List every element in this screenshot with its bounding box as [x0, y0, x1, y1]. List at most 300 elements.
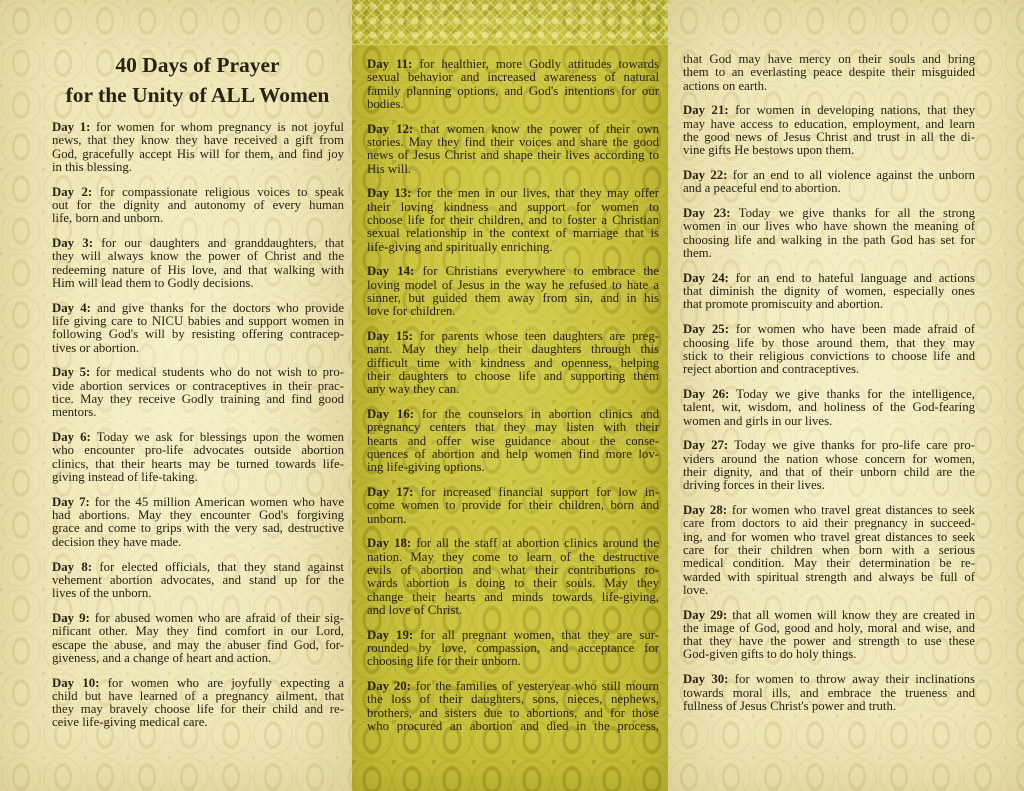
entry-line: [367, 577, 659, 590]
entry-line: [367, 591, 659, 604]
entry-line: [683, 337, 975, 350]
entry-line: [367, 448, 659, 461]
prayer-entry: [52, 496, 344, 549]
entry-line: [683, 479, 975, 492]
line-text: family planning options, and God's intentions for our: [367, 83, 659, 98]
entry-line: [367, 564, 659, 577]
title-line-2: for the Unity of ALL Women: [65, 83, 330, 107]
line-text: for an end to hateful language and actions: [735, 270, 975, 285]
day-label: Day 27:: [683, 438, 729, 453]
line-text: difficult time with kindness and openness, helping: [367, 355, 659, 370]
line-text: for all the staff at abortion clinics around the: [416, 536, 659, 551]
line-text: redeeming nature of His love, and that walking with: [52, 262, 344, 277]
prayer-entry: [683, 439, 975, 492]
prayer-entry: [683, 673, 975, 713]
prayer-entry: [683, 272, 975, 312]
prayer-entry: [52, 561, 344, 601]
line-text: bodies.: [367, 96, 404, 111]
line-text: for the counselors in abortion clinics and: [421, 407, 660, 422]
entry-line: [367, 292, 659, 305]
prayer-entry: [52, 612, 344, 665]
line-text: brothers, and sisters due to abortions, and for those: [367, 705, 659, 720]
entry-line: [367, 98, 659, 111]
entry-line: [367, 279, 659, 292]
line-text: grace and come to grips with the very sad, destructive: [52, 521, 344, 536]
line-text: choose life for their children, and to foster a Christian: [367, 212, 659, 227]
line-text: vehement abortion advocates, and stand up for the: [52, 572, 344, 587]
day-label: Day 17:: [367, 485, 414, 500]
entry-line: [683, 247, 975, 260]
title-line-1: 40 Days of Prayer: [115, 53, 280, 77]
entry-line: [52, 161, 344, 174]
line-text: loving model of Jesus in the way he refused to hate a: [367, 277, 659, 292]
prayer-entry: [52, 677, 344, 730]
prayer-entry: [52, 431, 344, 484]
line-text: Today we give thanks for pro-life care pro-: [734, 438, 975, 453]
prayer-entry: [367, 408, 659, 474]
entry-line: [683, 285, 975, 298]
entry-line: [52, 277, 344, 290]
entry-line: [52, 431, 344, 444]
day-label: Day 28:: [683, 503, 727, 518]
day-label: Day 26:: [683, 386, 730, 401]
entry-line: [367, 693, 659, 706]
line-text: for women in developing nations, that they: [735, 103, 975, 118]
entry-line: [52, 536, 344, 549]
entry-line: [367, 499, 659, 512]
line-text: giveness, and a change of heart and action.: [52, 650, 272, 665]
day-label: Day 22:: [683, 168, 728, 183]
line-text: Today we give thanks for all the strong: [738, 206, 975, 221]
entry-line: [367, 513, 659, 526]
entry-line: [683, 118, 975, 131]
entry-line: [683, 144, 975, 157]
line-text: giving instead of life-taking.: [52, 470, 198, 485]
prayer-entry: [367, 123, 659, 176]
line-text: choosing life for their unborn.: [367, 654, 521, 669]
line-text: had abortions. May they encounter God's forgiving: [52, 508, 344, 523]
line-text: may have access to education, employment, and learn: [683, 116, 975, 131]
line-text: out for the dignity and autonomy of every human: [52, 197, 344, 212]
line-text: and give thanks for the doctors who provide: [97, 300, 344, 315]
day-label: Day 21:: [683, 103, 729, 118]
entry-line: [367, 642, 659, 655]
prayer-entry: [683, 609, 975, 662]
prayer-entry: [367, 58, 659, 111]
entry-line: [367, 123, 659, 136]
entry-line: [683, 531, 975, 544]
line-text: that they have the power and strength to use these: [683, 634, 975, 649]
entry-line: [367, 383, 659, 396]
day-label: Day 2:: [52, 184, 93, 199]
entry-line: [52, 302, 344, 315]
line-text: wards abortion is doing to their souls. May they: [367, 576, 659, 591]
line-text: sexual relationship in the context of marriage that is: [367, 226, 659, 241]
entry-line: [52, 652, 344, 665]
line-text: nificant other. May they find comfort in our Lord,: [52, 624, 344, 639]
entry-line: [52, 264, 344, 277]
line-text: for the men in our lives, that they may offer: [416, 186, 659, 201]
line-text: in this blessing.: [52, 159, 132, 174]
day-label: Day 5:: [52, 365, 91, 380]
prayer-entry: [52, 121, 344, 174]
prayer-entry: [367, 680, 659, 733]
line-text: following God's will by resisting offering contracep-: [52, 327, 344, 342]
line-text: sexual behavior and increased awareness of natural: [367, 70, 659, 85]
decorative-frieze: [352, 0, 668, 45]
line-text: their dignity, and that of their unborn child are the: [683, 464, 975, 479]
entry-line: [52, 406, 344, 419]
entry-line: [367, 136, 659, 149]
entry-line: [367, 149, 659, 162]
line-text: any way they can.: [367, 382, 460, 397]
line-text: for elected officials, that they stand against: [99, 559, 344, 574]
line-text: stories. May they find their voices and share the good: [367, 134, 659, 149]
prayer-entry: [683, 104, 975, 157]
entry-line: [52, 677, 344, 690]
entry-line: [683, 80, 975, 93]
day-label: Day 11:: [367, 57, 413, 71]
line-text: the loss of their daughters, sons, nieces, nephews,: [367, 692, 659, 707]
entry-line: [367, 461, 659, 474]
line-text: news, that they know they have received a gift from: [52, 133, 344, 148]
entry-line: [52, 148, 344, 161]
entry-line: [52, 703, 344, 716]
line-text: choosing life by those around them, that they may: [683, 335, 975, 350]
day-label: Day 16:: [367, 407, 414, 422]
entry-line: [367, 551, 659, 564]
line-text: and love of Christ.: [367, 602, 463, 617]
line-text: viders around the nation whose concern for women,: [683, 451, 975, 466]
entry-line: [683, 557, 975, 570]
prayer-entry: [683, 207, 975, 260]
entry-line: [52, 625, 344, 638]
line-text: ing life-giving options.: [367, 460, 485, 475]
entry-line: [683, 504, 975, 517]
line-text: fullness of Jesus Christ's power and truth.: [683, 698, 897, 713]
line-text: Today we ask for blessings upon the women: [96, 430, 345, 445]
entry-line: [367, 408, 659, 421]
entry-line: [367, 537, 659, 550]
line-text: for women who are joyfully expecting a: [107, 675, 344, 690]
entry-line: [683, 53, 975, 66]
entry-line: [52, 121, 344, 134]
line-text: tives or abortion.: [52, 340, 140, 355]
entry-line: [683, 466, 975, 479]
line-text: for compassionate religious voices to speak: [99, 184, 344, 199]
prayer-entry: [683, 169, 975, 196]
line-text: their loving kindness and support for women to: [367, 199, 659, 214]
entry-line: [52, 496, 344, 509]
entry-line: [52, 186, 344, 199]
middle-column-entries: [367, 58, 659, 745]
entry-line: [367, 71, 659, 84]
day-label: Day 29:: [683, 607, 728, 622]
entry-line: [683, 622, 975, 635]
right-panel: [668, 0, 1024, 791]
prayer-entry: [683, 323, 975, 376]
line-text: women in our lives who have shown the meaning of: [683, 219, 975, 234]
line-text: who procured an abortion and died in the process,: [367, 718, 659, 733]
entry-line: [367, 370, 659, 383]
entry-line: [367, 720, 659, 733]
entry-line: [683, 234, 975, 247]
entry-line: [683, 517, 975, 530]
entry-line: [52, 315, 344, 328]
day-label: Day 3:: [52, 236, 93, 251]
entry-line: [52, 690, 344, 703]
prayer-entry: [52, 237, 344, 290]
day-label: Day 13:: [367, 186, 412, 201]
line-text: decision they have made.: [52, 534, 182, 549]
prayer-entry: [52, 302, 344, 355]
line-text: His will.: [367, 161, 412, 176]
entry-line: [683, 104, 975, 117]
line-text: tice. May they receive Godly training and find good: [52, 392, 344, 407]
entry-line: [52, 328, 344, 341]
line-text: for women for whom pregnancy is not joyful: [96, 120, 344, 134]
entry-line: [52, 522, 344, 535]
entry-line: [52, 380, 344, 393]
entry-line: [367, 85, 659, 98]
line-text: hearts and offer wise guidance about the conse-: [367, 433, 659, 448]
entry-line: [367, 435, 659, 448]
entry-line: [683, 648, 975, 661]
entry-line: [683, 687, 975, 700]
middle-panel: [352, 0, 668, 791]
line-text: for Christians everywhere to embrace the: [422, 264, 660, 279]
entry-line: [367, 58, 659, 71]
entry-line: [367, 227, 659, 240]
prayer-entry: [367, 330, 659, 396]
line-text: choosing life and walking in the path God has set for: [683, 232, 975, 247]
line-text: love.: [683, 582, 709, 597]
prayer-entry: [52, 366, 344, 419]
line-text: news of Jesus Christ and shape their lives according to: [367, 148, 659, 163]
right-column-entries: [683, 53, 975, 725]
line-text: Him will lead them to Godly decisions.: [52, 275, 254, 290]
entry-line: [367, 330, 659, 343]
entry-line: [683, 609, 975, 622]
line-text: women and girls in our lives.: [683, 413, 833, 428]
entry-line: [52, 574, 344, 587]
line-text: reject abortion and contraceptives.: [683, 362, 860, 377]
line-text: child but have learned of a pregnancy ailment, that: [52, 688, 344, 703]
entry-line: [683, 700, 975, 713]
line-text: driving forces in their lives.: [683, 478, 825, 493]
entry-line: [683, 220, 975, 233]
entry-line: [367, 357, 659, 370]
entry-line: [52, 342, 344, 355]
entry-line: [367, 629, 659, 642]
prayer-entry: [367, 537, 659, 617]
entry-line: [367, 421, 659, 434]
day-label: Day 14:: [367, 264, 415, 279]
brochure-title: [52, 50, 343, 110]
line-text: mentors.: [52, 405, 97, 420]
entry-line: [683, 571, 975, 584]
prayer-entry: [683, 388, 975, 428]
prayer-entry: [367, 486, 659, 526]
day-label: Day 1:: [52, 120, 91, 134]
line-text: for abused women who are afraid of their sig-: [94, 610, 344, 625]
line-text: and a peaceful end to abortion.: [683, 181, 841, 196]
line-text: pregnancy centers that they may listen with their: [367, 420, 659, 435]
day-label: Day 8:: [52, 559, 93, 574]
entry-line: [367, 214, 659, 227]
entry-line: [52, 444, 344, 457]
entry-line: [367, 486, 659, 499]
line-text: the image of God, good and holy, moral and wise, and: [683, 620, 975, 635]
prayer-entry: [683, 504, 975, 597]
line-text: medical condition. May their determination be re-: [683, 556, 975, 571]
entry-line: [52, 366, 344, 379]
entry-line: [367, 680, 659, 693]
entry-line: [683, 298, 975, 311]
day-label: Day 4:: [52, 300, 91, 315]
line-text: actions on earth.: [683, 78, 768, 93]
line-text: that God may have mercy on their souls and bring: [683, 52, 975, 66]
line-text: God, gracefully accept His will for them, and find joy: [52, 146, 344, 161]
line-text: for the families of yesteryear who still mourn: [415, 679, 660, 694]
entry-line: [683, 363, 975, 376]
entry-line: [367, 163, 659, 176]
entry-line: [52, 471, 344, 484]
line-text: come women to provide for their children, born and: [367, 498, 659, 513]
line-text: stick to their religious convictions to choose life and: [683, 348, 975, 363]
line-text: sinner, but guided them away from sin, and in his: [367, 290, 659, 305]
entry-line: [683, 584, 975, 597]
line-text: who encounter pro-life advocates outside abortion: [52, 443, 344, 458]
line-text: care for their children when born with a serious: [683, 542, 975, 557]
line-text: them.: [683, 246, 712, 261]
day-label: Day 18:: [367, 536, 412, 551]
entry-line: [683, 453, 975, 466]
line-text: for women who travel great distances to seek: [731, 503, 975, 518]
entry-line: [367, 305, 659, 318]
day-label: Day 20:: [367, 679, 411, 694]
entry-line: [52, 458, 344, 471]
line-text: Today we give thanks for the intelligence,: [736, 386, 976, 401]
entry-line: [683, 182, 975, 195]
entry-line: [367, 241, 659, 254]
line-text: that promote promiscuity and abortion.: [683, 297, 884, 312]
line-text: care from doctors to aid their pregnancy in succeed-: [683, 516, 975, 531]
entry-line: [367, 265, 659, 278]
line-text: escape the abuse, and may the abuser find God, for-: [52, 637, 344, 652]
line-text: their daughters to choose life and supporting them: [367, 368, 659, 383]
prayer-entry: [367, 187, 659, 253]
line-text: talent, wit, wisdom, and holiness of the God-fearing: [683, 400, 975, 415]
line-text: life, born and unborn.: [52, 211, 164, 226]
line-text: them to an everlasting peace despite their misguided: [683, 65, 975, 80]
prayer-entry: [683, 53, 975, 93]
line-text: towards moral ills, and embrace the trueness and: [683, 685, 975, 700]
entry-line: [52, 639, 344, 652]
entry-line: [52, 199, 344, 212]
entry-line: [52, 212, 344, 225]
entry-line: [52, 237, 344, 250]
entry-line: [683, 415, 975, 428]
line-text: rounded by love, compassion, and acceptance for: [367, 640, 659, 655]
line-text: nant. May they help their daughters through this: [367, 342, 659, 357]
line-text: unborn.: [367, 511, 407, 526]
line-text: that diminish the dignity of women, especially ones: [683, 284, 975, 299]
line-text: for healthier, more Godly attitudes towards: [419, 57, 660, 71]
entry-line: [683, 131, 975, 144]
entry-line: [367, 707, 659, 720]
entry-line: [367, 187, 659, 200]
entry-line: [683, 66, 975, 79]
entry-line: [367, 201, 659, 214]
line-text: evils of abortion and what their contributions to-: [367, 563, 659, 577]
day-label: Day 7:: [52, 494, 90, 509]
line-text: clinics, that their hearts may be turned towards life-: [52, 456, 344, 471]
entry-line: [683, 439, 975, 452]
entry-line: [683, 323, 975, 336]
prayer-entry: [52, 186, 344, 226]
entry-line: [52, 393, 344, 406]
day-label: Day 12:: [367, 121, 414, 136]
entry-line: [683, 635, 975, 648]
entry-line: [367, 655, 659, 668]
line-text: for all pregnant women, that they are sur-: [420, 627, 659, 642]
entry-line: [683, 169, 975, 182]
line-text: love for children.: [367, 304, 456, 319]
entry-line: [52, 134, 344, 147]
line-text: God-given gifts to do holy things.: [683, 647, 857, 662]
line-text: for an end to all violence against the unborn: [732, 168, 976, 183]
line-text: for our daughters and granddaughters, that: [101, 236, 345, 251]
day-label: Day 24:: [683, 270, 729, 285]
day-label: Day 15:: [367, 329, 413, 344]
line-text: life-giving and spiritually enriching.: [367, 239, 553, 254]
day-label: Day 25:: [683, 322, 729, 337]
line-text: the good news of Jesus Christ and trust in all the di-: [683, 129, 975, 144]
entry-line: [683, 544, 975, 557]
day-label: Day 10:: [52, 675, 100, 690]
line-text: lives of the unborn.: [52, 586, 152, 601]
line-text: they may bravely choose life for their child and re-: [52, 702, 344, 717]
line-text: for increased financial support for low in-: [420, 485, 660, 500]
day-label: Day 23:: [683, 206, 731, 221]
line-text: that women know the power of their own: [420, 121, 659, 136]
line-text: life giving care to NICU babies and support women in: [52, 314, 344, 329]
entry-line: [52, 509, 344, 522]
line-text: vine gifts He bestows upon them.: [683, 143, 855, 158]
line-text: quences of abortion and help women find more lov-: [367, 446, 659, 461]
day-label: Day 9:: [52, 610, 90, 625]
day-label: Day 30:: [683, 672, 729, 687]
entry-line: [683, 388, 975, 401]
line-text: nation. May they come to learn of the destructive: [367, 549, 659, 564]
left-panel: [0, 0, 352, 791]
line-text: warded with spiritual strength and always be full of: [683, 569, 975, 584]
entry-line: [683, 401, 975, 414]
entry-line: [52, 612, 344, 625]
line-text: for women to throw away their inclinations: [734, 672, 975, 687]
line-text: for the 45 million American women who have: [94, 494, 344, 509]
line-text: ceive life-giving medical care.: [52, 715, 208, 730]
prayer-entry: [367, 629, 659, 669]
entry-line: [683, 207, 975, 220]
line-text: that all women will know they are created in: [732, 607, 976, 622]
line-text: for parents whose teen daughters are preg-: [419, 329, 659, 344]
line-text: ing, and for women who travel great distances to seek: [683, 529, 975, 544]
day-label: Day 6:: [52, 430, 91, 445]
line-text: vide abortion services or contraceptives in their prac-: [52, 378, 344, 393]
entry-line: [683, 350, 975, 363]
